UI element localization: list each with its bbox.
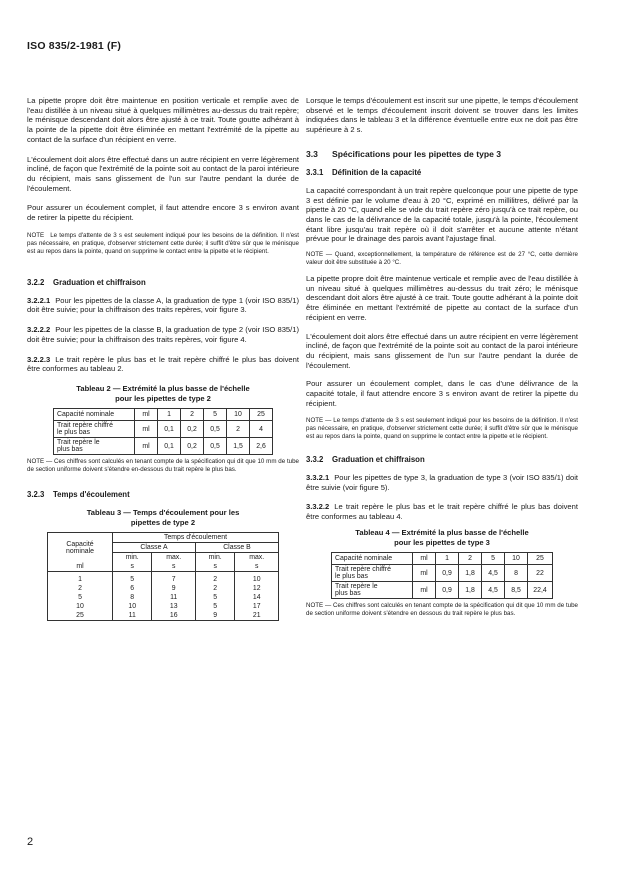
table-cell: 1,8: [459, 565, 482, 582]
paragraph-text: Le trait repère le plus bas et le trait repère chiffré le plus bas doivent être conformes au tableau 2.: [27, 354, 299, 374]
caption-line: Tableau 2 — Extrémité la plus basse de l'échelle: [76, 383, 250, 393]
table-row: [332, 565, 553, 582]
cell-line: Trait repère chiffré: [335, 566, 391, 574]
page-header: ISO 835/2-1981 (F): [27, 40, 122, 52]
table-cell: 9: [152, 584, 196, 593]
paragraph-text: Pour les pipettes de type 3, la graduation de type 3 (voir ISO 835/1) doit être suivie (voir figure 5).: [306, 473, 578, 493]
table-cell: 2: [48, 584, 113, 593]
table-cell: 4,5: [482, 565, 505, 582]
table-cell: 10: [113, 602, 152, 611]
table-cell: Capacité nominale: [54, 409, 135, 421]
table-cell: 0,1: [158, 421, 181, 438]
table-cell: 22: [528, 565, 553, 582]
table-cell: 1,5: [227, 438, 250, 455]
table-cell: Capacité nominale: [332, 553, 413, 565]
table-row: [332, 553, 553, 565]
table-cell: 1: [158, 409, 181, 421]
table-cell: 4,5: [482, 582, 505, 599]
section-number: 3.2.2: [27, 277, 45, 287]
table-cell: 10: [48, 602, 113, 611]
table-cell: 5: [204, 409, 227, 421]
table-cell: ml: [413, 553, 436, 565]
table-cell: ml: [413, 565, 436, 582]
table-cell: 17: [235, 602, 279, 611]
caption-line: pipettes de type 2: [130, 517, 196, 527]
table-cell: min.: [195, 553, 234, 563]
table-cell: 25: [250, 409, 273, 421]
table-cell: 5: [48, 593, 113, 602]
table-row: [48, 602, 279, 611]
cell-line: le plus bas: [335, 573, 368, 581]
table-row: [48, 593, 279, 602]
table-cell: 10: [505, 553, 528, 565]
paragraph-number: 3.2.2.3: [27, 354, 51, 364]
paragraph: [306, 473, 578, 492]
note: NOTE — Ces chiffres sont calculés en tenant compte de la spécification qui dit que 10 mm de tube de section uniforme doivent s'étendre en-dessous du trait repère le plus bas.: [27, 458, 299, 474]
table-cell: [54, 438, 135, 455]
table-row: [48, 584, 279, 593]
section-heading: [27, 278, 299, 287]
table-row: [332, 582, 553, 599]
section-number: 3.3: [306, 148, 318, 159]
caption-line: pour les pipettes de type 3: [394, 537, 490, 547]
section-title: Temps d'écoulement: [53, 490, 130, 500]
table-cell: 8,5: [505, 582, 528, 599]
paragraph: Pour assurer un écoulement complet, il faut attendre encore 3 s environ avant de retirer la pipette du récipient.: [27, 203, 299, 223]
cell-line: le plus bas: [57, 429, 90, 437]
table-cell: 4: [250, 421, 273, 438]
section-title: Définition de la capacité: [332, 167, 422, 177]
table-cell: s: [152, 562, 196, 572]
paragraph-number: 3.2.2.1: [27, 295, 51, 305]
table-cell: 12: [235, 584, 279, 593]
cell-line: Trait repère le: [335, 583, 378, 591]
paragraph: [27, 296, 299, 315]
table-cell: 2: [181, 409, 204, 421]
table-cell: 2: [227, 421, 250, 438]
table-cell: [332, 565, 413, 582]
paragraph-text: Pour les pipettes de la classe A, la graduation de type 1 (voir ISO 835/1) doit être suivie; pour la chiffraison des traits repères, voir figure 3.: [27, 295, 299, 315]
table-cell: Classe B: [195, 543, 278, 553]
note: NOTE — Quand, exceptionnellement, la température de référence est de 27 °C, cette dernière valeur doit être substituée à 20 °C.: [306, 251, 578, 267]
table-cell: 0,5: [204, 421, 227, 438]
table-2: [53, 408, 273, 455]
paragraph-text: Le trait repère le plus bas et le trait repère chiffré le plus bas doivent être conformes au tableau 4.: [306, 501, 578, 521]
paragraph: L'écoulement doit alors être effectué dans un autre récipient en verre légèrement incliné, de façon que l'extrémité de la pointe soit au contact de la paroi intérieure du récipient, mais sans glissement de l'un sur l'autre pendant la durée de l'écoulement.: [27, 154, 299, 193]
table-row: [48, 572, 279, 585]
paragraph-text: Pour les pipettes de la classe B, la graduation de type 2 (voir ISO 835/1) doit être suivie; pour la chiffraison des traits repères, voir figure 4.: [27, 325, 299, 344]
table-cell: [332, 582, 413, 599]
table-cell: Temps d'écoulement: [113, 533, 279, 543]
table-cell: 25: [48, 611, 113, 621]
section-number: 3.3.2: [306, 455, 324, 465]
table-cell: 13: [152, 602, 196, 611]
table-cell: 5: [113, 572, 152, 585]
section-heading: [306, 455, 578, 464]
table-row: [48, 562, 279, 572]
table-cell: 0,9: [436, 582, 459, 599]
table-cell: 10: [227, 409, 250, 421]
section-heading: [306, 149, 578, 159]
cell-line: plus bas: [57, 446, 83, 454]
table-row: [54, 409, 273, 421]
section-title: Graduation et chiffraison: [53, 277, 146, 287]
page-number: 2: [27, 836, 34, 848]
table-4: [331, 552, 553, 599]
paragraph: [306, 502, 578, 521]
table-cell: 0,2: [181, 421, 204, 438]
section-title: Spécifications pour les pipettes de type 3: [332, 148, 502, 159]
paragraph: [27, 355, 299, 374]
table-3: [47, 532, 279, 621]
table-cell: 14: [235, 593, 279, 602]
table-cell: ml: [135, 409, 158, 421]
caption-line: Tableau 3 — Temps d'écoulement pour les: [86, 508, 240, 518]
table-cell: max.: [235, 553, 279, 563]
table-caption: [27, 508, 299, 527]
table-cell: 16: [152, 611, 196, 621]
paragraph: Pour assurer un écoulement complet, dans le cas d'une délivrance de la capacité totale, il faut attendre encore 3 s environ avant de retirer la pipette du récipient.: [306, 379, 578, 408]
table-cell: 8: [113, 593, 152, 602]
table-cell: ml: [135, 421, 158, 438]
paragraph: Lorsque le temps d'écoulement est inscrit sur une pipette, le temps d'écoulement observé et le temps d'écoulement inscrit doivent se trouver dans les limites indiquées dans le tableau 3 et la différence éventuelle entre eux ne doit pas être supérieure à 2 s.: [306, 96, 578, 135]
table-row: [48, 611, 279, 621]
table-cell: 2: [195, 584, 234, 593]
cell-line: plus bas: [335, 590, 361, 598]
paragraph-number: 3.2.2.2: [27, 325, 51, 335]
table-row: [54, 421, 273, 438]
caption-line: Tableau 4 — Extrémité la plus basse de l'échelle: [355, 528, 529, 538]
paragraph-number: 3.3.2.1: [306, 473, 330, 483]
paragraph: L'écoulement doit alors être effectué dans un autre récipient en verre légèrement incliné, de façon que l'extrémité de la pointe soit au contact de la paroi intérieure du récipient, mais sans glissement de l'un sur l'autre pendant la durée de l'écoulement.: [306, 331, 578, 370]
note-tag: NOTE: [27, 231, 45, 239]
table-cell: 5: [195, 593, 234, 602]
table-cell: 2: [195, 572, 234, 585]
table-cell: s: [235, 562, 279, 572]
table-cell: s: [195, 562, 234, 572]
table-cell: 5: [482, 553, 505, 565]
table-cell: 0,1: [158, 438, 181, 455]
table-caption: [306, 528, 578, 547]
table-cell: min.: [113, 553, 152, 563]
section-number: 3.3.1: [306, 167, 324, 177]
note-text: Le temps d'attente de 3 s est seulement indiqué pour les besoins de la définition. Il n'est pas nécessaire, en pratique, d'observer strictement cette durée; il suffit d'être sûr que le ménisque est au repos dans la pointe, quand on supprime le contact entre la pipette et le récipient.: [27, 231, 299, 255]
paragraph: La capacité correspondant à un trait repère quelconque pour une pipette de type 3 est définie par le volume d'eau à 20 °C, exprimé en millilitres, délivré par la pipette à 20 °C, quand elle se vide du trait repère zéro jusqu'à ce trait repère, ou dans le cas de la délivrance de la capacité totale, jusqu'à la pointe, l'écoulement étant libre jusqu'au trait repère où il doit s'arrêter et aucune attente n'étant prévue pour le drainage des parois avant l'ajustage final.: [306, 185, 578, 244]
table-cell: 7: [152, 572, 196, 585]
paragraph: [27, 325, 299, 344]
table-cell: 2,6: [250, 438, 273, 455]
table-cell: 10: [235, 572, 279, 585]
table-cell: [54, 421, 135, 438]
section-heading: [306, 168, 578, 177]
table-caption: [27, 384, 299, 403]
cell-line: Trait repère le: [57, 439, 100, 447]
table-cell: 2: [459, 553, 482, 565]
table-cell: 0,9: [436, 565, 459, 582]
table-cell: 9: [195, 611, 234, 621]
table-cell: 0,5: [204, 438, 227, 455]
caption-line: pour les pipettes de type 2: [115, 393, 211, 403]
table-cell: ml: [48, 562, 113, 572]
table-cell: 8: [505, 565, 528, 582]
table-cell: 11: [152, 593, 196, 602]
paragraph: La pipette propre doit être maintenue en position verticale et remplie avec de l'eau distillée à un niveau situé à quelques millimètres au-dessus du trait repère; le ménisque descendant doit alors être ajusté à ce trait. Toute goutte adhérant à la pointe de la pipette doit être éliminée en mettant l'extrémité de la pipette au contact de la surface d'un récipient en verre.: [27, 96, 299, 144]
cell-line: Trait repère chiffré: [57, 422, 113, 430]
table-cell: ml: [135, 438, 158, 455]
table-cell: 21: [235, 611, 279, 621]
table-cell: [48, 533, 113, 563]
section-title: Graduation et chiffraison: [332, 455, 425, 465]
table-cell: 5: [195, 602, 234, 611]
table-row: [54, 438, 273, 455]
table-cell: 25: [528, 553, 553, 565]
section-heading: [27, 490, 299, 499]
note: NOTE — Le temps d'attente de 3 s est seulement indiqué pour les besoins de la définition. Il n'est pas nécessaire, en pratique, d'observer strictement cette durée; il suffit d'être sûr que le ménisque est au repos dans la pointe, quand on supprime le contact entre la pipette et le récipient.: [306, 417, 578, 441]
table-cell: 11: [113, 611, 152, 621]
table-cell: max.: [152, 553, 196, 563]
table-cell: 1: [48, 572, 113, 585]
table-cell: ml: [413, 582, 436, 599]
table-cell: 1: [436, 553, 459, 565]
right-column: [306, 96, 578, 625]
table-cell: Classe A: [113, 543, 196, 553]
paragraph-number: 3.3.2.2: [306, 501, 330, 511]
table-cell: 22,4: [528, 582, 553, 599]
note: NOTE — Ces chiffres sont calculés en tenant compte de la spécification qui dit que 10 mm de tube de section uniforme doivent s'étendre en dessous du trait repère le plus bas.: [306, 602, 578, 618]
table-cell: 0,2: [181, 438, 204, 455]
table-cell: 1,8: [459, 582, 482, 599]
table-row: [48, 533, 279, 543]
table-cell: s: [113, 562, 152, 572]
paragraph: La pipette propre doit être maintenue verticale et remplie avec de l'eau distillée à un niveau situé à quelques millimètres au-dessus du trait zéro; le ménisque descendant doit alors être ajusté à ce trait. Toute goutte adhérant à la pointe doit être éliminée en mettant l'extrémité de pipette au contact de la surface d'un récipient en verre.: [306, 274, 578, 322]
cell-line: nominale: [66, 547, 94, 555]
note: [27, 232, 299, 256]
left-column: [27, 96, 299, 625]
table-cell: 6: [113, 584, 152, 593]
cell-line: Capacité: [66, 540, 94, 548]
section-number: 3.2.3: [27, 490, 45, 500]
